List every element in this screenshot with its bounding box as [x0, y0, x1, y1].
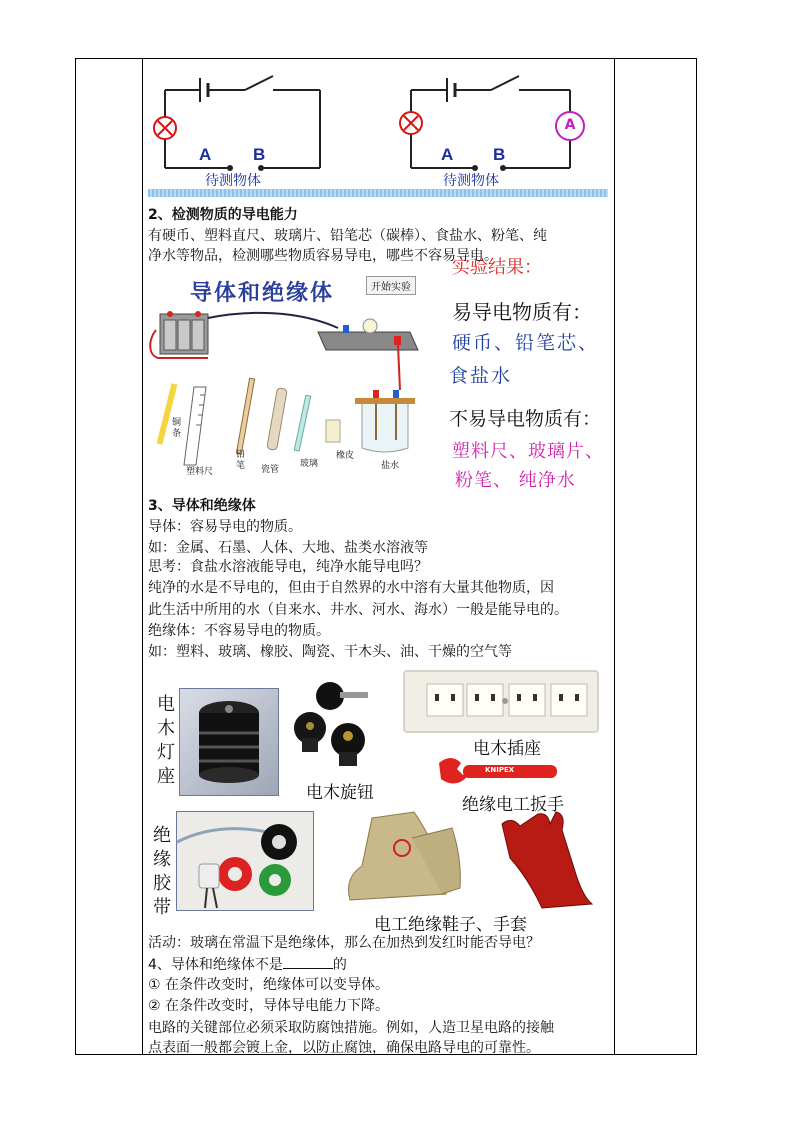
right-caption: 待测物体 — [443, 173, 499, 189]
item-eraser: 橡皮 — [336, 451, 355, 461]
tape-photo — [176, 811, 314, 911]
knob-photo — [288, 678, 380, 773]
item-glass: 玻璃 — [300, 459, 319, 469]
section4-item1: ① 在条件改变时，绝缘体可以变导体。 — [148, 977, 389, 993]
right-label-a: A — [441, 145, 454, 164]
section3-line: 如：金属、石墨、人体、大地、盐类水溶液等 — [148, 540, 428, 556]
bad-line2: 粉笔、 纯净水 — [455, 470, 576, 491]
start-experiment-button[interactable]: 开始实验 — [366, 276, 416, 295]
wrench-photo — [433, 755, 563, 795]
item-ruler: 塑料尺 — [186, 467, 214, 477]
section2-line1: 有硬币、塑料直尺、玻璃片、铅笔芯（碳棒）、食盐水、粉笔、纯 — [148, 228, 547, 244]
item-pencil: 铅笔 — [236, 450, 246, 471]
item-ceramic: 瓷管 — [261, 465, 280, 475]
section2-line2: 净水等物品，检测哪些物质容易导电，哪些不容易导电。 — [148, 248, 498, 264]
good-line1: 硬币、铅笔芯、 — [452, 332, 600, 354]
ammeter-label: A — [564, 117, 576, 133]
section3-line: 此生活中所用的水（自来水、井水、河水、海水）一般是能导电的。 — [148, 602, 568, 618]
good-line2: 食盐水 — [449, 365, 513, 387]
left-caption: 待测物体 — [205, 173, 261, 189]
section3-line: 思考：食盐水溶液能导电，纯净水能导电吗？ — [148, 559, 428, 575]
lamp-socket-photo — [179, 688, 279, 796]
table-divider-right — [614, 58, 615, 1055]
section3-heading: 3、导体和绝缘体 — [148, 498, 256, 514]
section3-line: 纯净的水是不导电的，但由于自然界的水中溶有大量其他物质，因 — [148, 580, 554, 596]
table-divider-left — [142, 58, 143, 1055]
item-salt: 盐水 — [381, 461, 400, 471]
shoes-gloves-photo — [342, 808, 604, 910]
outlet-label: 电木插座 — [473, 739, 541, 759]
circuit-right — [411, 76, 570, 168]
section4-para1: 电路的关键部位必须采取防腐蚀措施。例如，人造卫星电路的接触 — [148, 1020, 554, 1036]
bad-line1: 塑料尺、玻璃片、 — [452, 441, 604, 462]
shoes-label: 电工绝缘鞋子、手套 — [374, 915, 527, 935]
experiment-title: 导体和绝缘体 — [190, 280, 335, 306]
section3-line: 如：塑料、玻璃、橡胶、陶瓷、干木头、油、干燥的空气等 — [148, 644, 512, 660]
section3-line: 绝缘体：不容易导电的物质。 — [148, 623, 330, 639]
experiment-figure — [148, 270, 438, 482]
wrench-brand: KNIPEX — [485, 766, 515, 774]
bad-heading: 不易导电物质有： — [449, 408, 602, 430]
divider-band — [148, 189, 608, 197]
section2-heading: 2、检测物质的导电能力 — [148, 207, 298, 223]
section4-item2: ② 在条件改变时，导体导电能力下降。 — [148, 998, 389, 1014]
outlet-photo — [403, 670, 599, 733]
tape-label: 绝缘胶带 — [153, 825, 171, 918]
good-heading: 易导电物质有： — [452, 300, 592, 324]
section3-line: 导体：容易导电的物质。 — [148, 519, 302, 535]
section4-heading: 4、导体和绝缘体不是 的 — [148, 954, 347, 976]
activity-line: 活动：玻璃在常温下是绝缘体，那么在加热到发红时能否导电？ — [148, 935, 540, 951]
result-heading-partial: 实验结果： — [452, 257, 542, 278]
circuit-left — [165, 76, 320, 168]
wrench-label: 绝缘电工扳手 — [462, 795, 564, 815]
knob-label: 电木旋钮 — [306, 783, 374, 803]
right-label-b: B — [493, 145, 506, 164]
item-copper: 铜条 — [172, 418, 182, 439]
left-label-b: B — [253, 145, 266, 164]
blank-line[interactable] — [283, 954, 333, 969]
left-label-a: A — [199, 145, 212, 164]
bulb-icon-left — [154, 117, 176, 139]
lamp-socket-label: 电木灯座 — [157, 694, 175, 787]
bulb-icon-right — [400, 112, 422, 134]
section4-para2: 点表面一般都会镀上金，以防止腐蚀，确保电路导电的可靠性。 — [148, 1040, 540, 1056]
experiment-drawing — [148, 270, 438, 482]
